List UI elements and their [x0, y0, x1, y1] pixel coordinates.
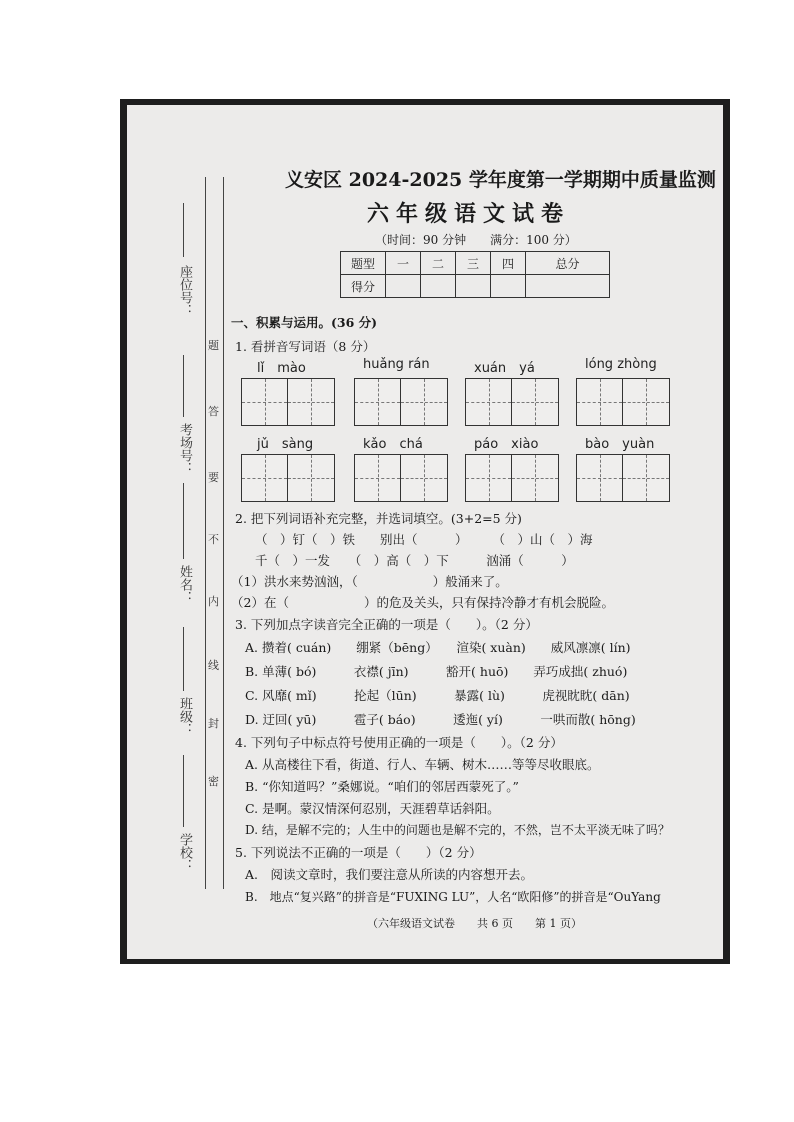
grid-cell[interactable] [466, 455, 512, 501]
pinyin-label: bào yuàn [585, 437, 655, 452]
class-line [183, 627, 184, 691]
option-c: C. 风靡( mǐ) 抡起（lūn) 暴露( lù) 虎视眈眈( dān) [245, 688, 630, 703]
option-d: D. 迂回( yū) 雹子( báo) 逶迤( yí) 一哄而散( hōng) [245, 712, 636, 727]
score-cell: 三 [456, 252, 491, 275]
option-a: A. 阅读文章时，我们要注意从所读的内容想开去。 [245, 867, 534, 882]
pinyin-label: páo xiào [474, 437, 539, 452]
question-1-label: 1. 看拼音写词语（8 分） [235, 339, 376, 354]
grid-cell[interactable] [466, 379, 512, 425]
grid-cell[interactable] [401, 379, 447, 425]
option-b: B. “你知道吗？”桑娜说。“咱们的邻居西蒙死了。” [245, 779, 519, 794]
grid-cell[interactable] [355, 379, 401, 425]
score-cell [421, 275, 456, 298]
seal-char: 密 [208, 775, 219, 788]
school-line [183, 755, 184, 827]
page-footer: （六年级语文试卷 共 6 页 第 1 页） [367, 917, 582, 930]
seal-line-right [223, 177, 224, 889]
writing-grid[interactable] [465, 454, 559, 502]
seat-number-label: 座位号： [177, 265, 192, 317]
score-cell: 一 [386, 252, 421, 275]
score-cell: 四 [491, 252, 526, 275]
class-label: 班级： [177, 697, 192, 736]
seal-char: 要 [208, 471, 219, 484]
option-c: C. 是啊。蒙汉情深何忍别，天涯碧草话斜阳。 [245, 801, 500, 816]
pinyin-label: lóng zhòng [585, 357, 657, 372]
writing-grid[interactable] [354, 378, 448, 426]
option-b: B. 地点“复兴路”的拼音是“FUXING LU”，人名“欧阳修”的拼音是“OuYang [245, 890, 661, 904]
question-2-line: （1）洪水来势汹汹，（ ）般涌来了。 [231, 574, 508, 589]
pinyin-label: huǎng rán [363, 357, 430, 372]
section-heading: 一、积累与运用。(36 分) [231, 315, 378, 330]
exam-title: 义安区 2024-2025 学年度第一学期期中质量监测 [285, 169, 716, 191]
grid-cell[interactable] [577, 455, 623, 501]
grid-cell[interactable] [512, 455, 558, 501]
seat-number-line [183, 203, 184, 257]
grid-cell[interactable] [512, 379, 558, 425]
pinyin-label: xuán yá [474, 361, 535, 376]
seal-char: 不 [208, 533, 219, 546]
score-table-row [341, 252, 610, 275]
pinyin-label: jǔ sàng [257, 437, 314, 452]
seal-line-left [205, 177, 206, 889]
option-a: A. 攒着( cuán) 绷紧（bēng） 渲染( xuàn) 威风凛凛( lín) [245, 640, 631, 655]
question-3-label: 3. 下列加点字读音完全正确的一项是（ ）。（2 分） [235, 617, 538, 632]
score-cell [491, 275, 526, 298]
writing-grid[interactable] [354, 454, 448, 502]
seal-char: 封 [208, 717, 219, 730]
question-2-line: （2）在（ ）的危及关头，只有保持冷静才有机会脱险。 [231, 595, 614, 610]
option-a: A. 从高楼往下看，街道、行人、车辆、树木……等等尽收眼底。 [245, 757, 600, 772]
writing-grid[interactable] [241, 378, 335, 426]
grid-cell[interactable] [355, 455, 401, 501]
grid-cell[interactable] [401, 455, 447, 501]
score-cell [526, 275, 610, 298]
score-cell: 得分 [341, 275, 386, 298]
grid-cell[interactable] [242, 455, 288, 501]
score-cell: 总分 [526, 252, 610, 275]
score-cell: 题型 [341, 252, 386, 275]
score-cell: 二 [421, 252, 456, 275]
writing-grid[interactable] [465, 378, 559, 426]
score-table-row [341, 275, 610, 298]
room-number-line [183, 355, 184, 417]
pinyin-label: kǎo chá [363, 437, 423, 452]
question-5-label: 5. 下列说法不正确的一项是（ ）（2 分） [235, 845, 482, 860]
score-cell [386, 275, 421, 298]
exam-sheet [127, 105, 723, 959]
grid-cell[interactable] [288, 379, 334, 425]
room-number-label: 考场号： [177, 423, 192, 475]
grid-cell[interactable] [242, 379, 288, 425]
seal-char: 答 [208, 405, 219, 418]
question-2-line: 千（ ）一发 （ ）高（ ）下 汹涌（ ） [255, 553, 574, 568]
question-4-label: 4. 下列句子中标点符号使用正确的一项是（ ）。（2 分） [235, 735, 563, 750]
writing-grid[interactable] [576, 378, 670, 426]
seal-char: 线 [208, 659, 219, 672]
name-label: 姓名： [177, 565, 192, 604]
grid-cell[interactable] [623, 455, 669, 501]
grid-cell[interactable] [577, 379, 623, 425]
grid-cell[interactable] [288, 455, 334, 501]
exam-subtitle: 六年级语文试卷 [367, 201, 571, 227]
seal-char: 内 [208, 595, 219, 608]
question-2-label: 2. 把下列词语补充完整，并选词填空。(3+2=5 分) [235, 511, 522, 526]
name-line [183, 483, 184, 559]
exam-info: （时间：90 分钟 满分：100 分） [375, 233, 577, 247]
writing-grid[interactable] [241, 454, 335, 502]
school-label: 学校： [177, 833, 192, 872]
option-b: B. 单薄( bó) 衣襟( jīn) 豁开( huō) 弄巧成拙( zhuó) [245, 664, 628, 679]
pinyin-label: lǐ mào [257, 361, 306, 376]
question-2-line: （ ）钉（ ）铁 别出（ ） （ ）山（ ）海 [255, 532, 593, 547]
writing-grid[interactable] [576, 454, 670, 502]
option-d: D. 结，是解不完的；人生中的问题也是解不完的，不然，岂不太平淡无味了吗？ [245, 823, 670, 837]
grid-cell[interactable] [623, 379, 669, 425]
score-cell [456, 275, 491, 298]
score-table [340, 251, 610, 298]
seal-char: 题 [208, 339, 219, 352]
